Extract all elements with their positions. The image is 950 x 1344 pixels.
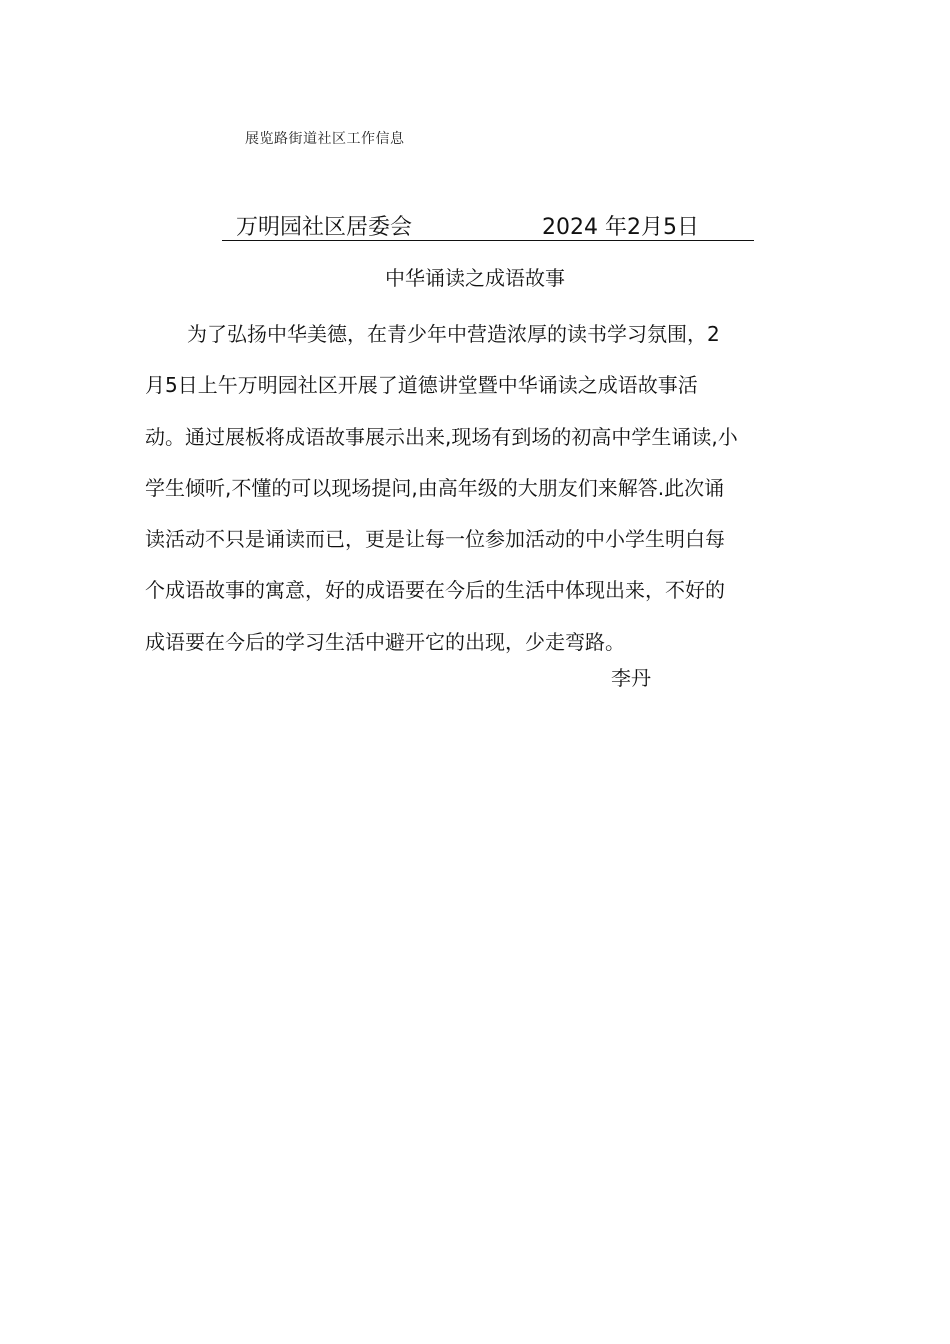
article-title: 中华诵读之成语故事 [385,266,565,290]
author-signature: 李丹 [611,666,651,690]
body-line: 个成语故事的寓意，好的成语要在今后的生活中体现出来，不好的 [145,578,725,603]
body-line: 学生倾听,不懂的可以现场提问,由高年级的大朋友们来解答.此次诵 [145,475,725,500]
document-date: 2024 年2月5日 [542,215,699,240]
dateline [222,210,754,241]
article-body [145,309,805,668]
body-line: 成语要在今后的学习生活中避开它的出现，少走弯路。 [145,629,625,654]
header-note: 展览路街道社区工作信息 [245,131,405,147]
organization-name: 万明园社区居委会 [236,215,413,240]
body-line: 月5日上午万明园社区开展了道德讲堂暨中华诵读之成语故事活 [145,373,698,398]
body-line: 动。通过展板将成语故事展示出来,现场有到场的初高中学生诵读,小 [145,424,738,449]
body-line: 读活动不只是诵读而已，更是让每一位参加活动的中小学生明白每 [145,527,725,552]
body-line: 为了弘扬中华美德，在青少年中营造浓厚的读书学习氛围，2 [187,322,720,346]
